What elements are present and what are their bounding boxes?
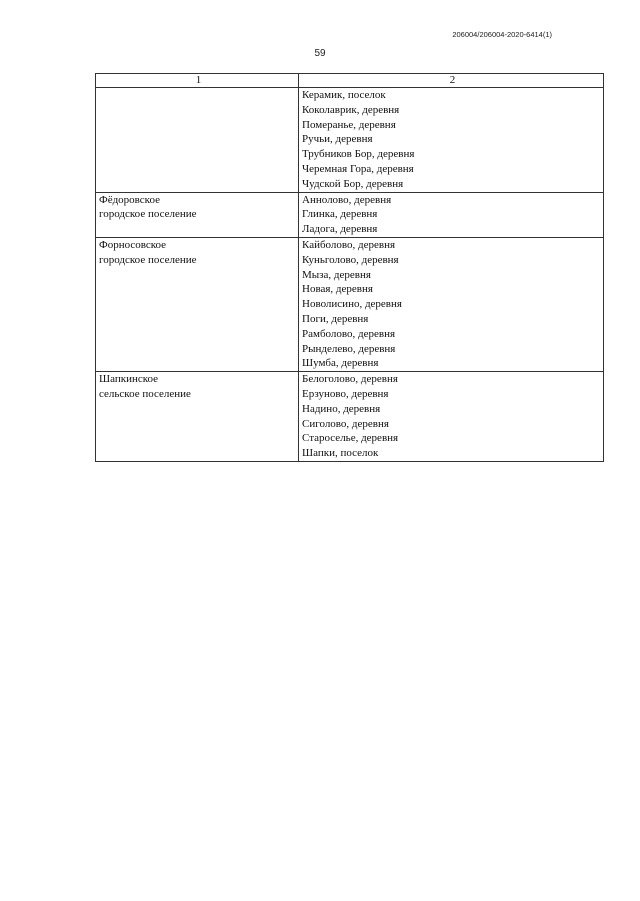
locality: Керамик, поселок bbox=[302, 89, 386, 101]
locality: Померанье, деревня bbox=[302, 118, 396, 131]
locality: Шапки, поселок bbox=[302, 447, 379, 460]
locality: Рамболово, деревня bbox=[302, 327, 396, 340]
column-header-2: 2 bbox=[299, 74, 604, 88]
locality: Новая, деревня bbox=[302, 283, 373, 296]
settlement-cell bbox=[96, 237, 299, 371]
locality: Ручьи, деревня bbox=[302, 133, 373, 146]
locality: Мыза, деревня bbox=[302, 268, 371, 281]
locality: Черемная Гора, деревня bbox=[302, 162, 414, 175]
page-number: 59 bbox=[314, 48, 326, 59]
localities-cell bbox=[299, 88, 604, 193]
locality: Ладога, деревня bbox=[302, 223, 378, 236]
locality: Новолисино, деревня bbox=[302, 298, 402, 311]
locality: Коколаврик, деревня bbox=[302, 103, 400, 116]
locality: Глинка, деревня bbox=[302, 208, 378, 221]
settlement-cell bbox=[96, 372, 299, 462]
settlement-name: Фёдоровское bbox=[99, 193, 160, 206]
settlement-type: сельское поселение bbox=[99, 387, 191, 400]
table-row bbox=[96, 192, 604, 237]
locality: Надино, деревня bbox=[302, 402, 381, 415]
locality: Шумба, деревня bbox=[302, 357, 379, 370]
settlement-cell bbox=[96, 192, 299, 237]
settlement-name: Форносовское bbox=[99, 238, 167, 251]
table-row bbox=[96, 372, 604, 462]
locality: Белоголово, деревня bbox=[302, 373, 398, 386]
table-row bbox=[96, 88, 604, 193]
locality: Ерзуново, деревня bbox=[302, 387, 389, 400]
locality: Рынделево, деревня bbox=[302, 342, 396, 355]
locality: Чудской Бор, деревня bbox=[302, 177, 404, 190]
settlements-table bbox=[95, 73, 604, 462]
settlement-type: городское поселение bbox=[99, 253, 197, 266]
table-row bbox=[96, 237, 604, 371]
localities-cell bbox=[299, 192, 604, 237]
localities-cell bbox=[299, 372, 604, 462]
locality: Сиголово, деревня bbox=[302, 417, 389, 430]
locality: Староселье, деревня bbox=[302, 432, 399, 445]
localities-cell bbox=[299, 237, 604, 371]
locality: Аннолово, деревня bbox=[302, 193, 392, 206]
locality: Трубников Бор, деревня bbox=[302, 148, 415, 161]
locality: Поги, деревня bbox=[302, 312, 369, 325]
locality: Куньголово, деревня bbox=[302, 253, 399, 266]
table-header-row bbox=[96, 74, 604, 88]
settlement-cell bbox=[96, 88, 299, 193]
document-id: 206004/206004-2020-6414(1) bbox=[452, 30, 552, 39]
column-header-1: 1 bbox=[96, 74, 299, 88]
settlement-type: городское поселение bbox=[99, 208, 197, 221]
locality: Кайболово, деревня bbox=[302, 238, 396, 251]
settlement-name: Шапкинское bbox=[99, 373, 159, 386]
